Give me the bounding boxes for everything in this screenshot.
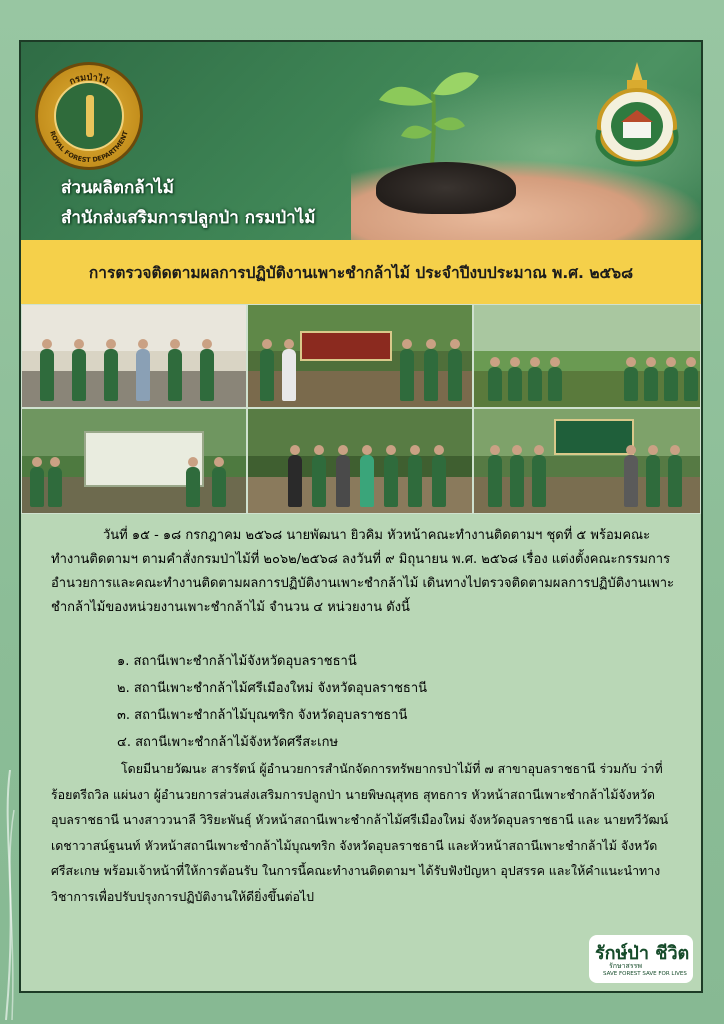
person — [48, 467, 62, 507]
photo-nursery-group — [473, 304, 701, 408]
person — [360, 455, 374, 507]
person — [336, 455, 350, 507]
person — [200, 349, 214, 401]
person — [400, 349, 414, 401]
person — [624, 367, 638, 401]
person — [30, 467, 44, 507]
person — [168, 349, 182, 401]
person — [532, 455, 546, 507]
photo-office-group — [21, 304, 247, 408]
person — [488, 455, 502, 507]
person — [624, 455, 638, 507]
royal-forest-department-logo — [35, 62, 143, 170]
person — [40, 349, 54, 401]
person — [646, 455, 660, 507]
person — [282, 349, 296, 401]
photo-station-sign — [21, 408, 247, 514]
person — [528, 367, 542, 401]
person — [212, 467, 226, 507]
person — [186, 467, 200, 507]
photo-forest-sign-group — [247, 304, 473, 408]
person — [548, 367, 562, 401]
station-sign — [554, 419, 634, 455]
person — [260, 349, 274, 401]
person — [424, 349, 438, 401]
photo-forest-team — [247, 408, 473, 514]
list-item: ๓. สถานีเพาะชำกล้าไม้บุณฑริก จังหวัดอุบลราชธานี — [117, 708, 408, 723]
page-title: การตรวจติดตามผลการปฏิบัติงานเพาะชำกล้าไม้ ประจำปีงบประมาณ พ.ศ. ๒๕๖๘ — [88, 263, 634, 282]
title-bar — [21, 240, 701, 304]
list-item: ๔. สถานีเพาะชำกล้าไม้จังหวัดศรีสะเกษ — [117, 735, 339, 750]
person — [664, 367, 678, 401]
person — [668, 455, 682, 507]
save-forest-logo — [589, 935, 693, 983]
leaf-decoration — [0, 770, 20, 1020]
body-paragraph-1: วันที่ ๑๕ - ๑๘ กรกฎาคม ๒๕๖๘ นายพัฒนา ยิวคิม หัวหน้าคณะทำงานติดตามฯ ชุดที่ ๕ พร้อมคณะทำงานติดตามฯ ตามคำสั่งกรมป่าไม้ที่ ๒๐๖๒/๒๕๖๘ ลงวันที่ ๙ มิถุนายน พ.ศ. ๒๕๖๘ เรื่อง แต่งตั้งคณะกรรมการอำนวยการและคณะทำงานติดตามผลการปฏิบัติงานเพาะชำกล้าไม้ เดินทางไปตรวจติดตามผลการปฏิบัติงานเพาะชำกล้าไม้ของหน่วยงานเพาะชำกล้าไม้ จำนวน ๔ หน่วยงาน ดังนี้ — [51, 528, 675, 615]
station-list — [117, 648, 677, 756]
svg-text:กรมป่าไม้ — [68, 72, 110, 87]
footer-logo-tagline: SAVE FOREST SAVE FOR LIVES — [603, 971, 687, 977]
newsletter-frame — [19, 40, 703, 993]
person — [448, 349, 462, 401]
person — [312, 455, 326, 507]
footer-logo-sub: รักษาสรรพ — [609, 962, 642, 970]
org-name-line1: ส่วนผลิตกล้าไม้ — [61, 178, 174, 198]
person — [644, 367, 658, 401]
body-paragraph-2: โดยมีนายวัฒนะ สารรัตน์ ผู้อำนวยการสำนักจัดการทรัพยากรป่าไม้ที่ ๗ สาขาอุบลราชธานี ร่วมกับ ว่าที่ร้อยตรีถวิล แผ่นงา ผู้อำนวยการส่วนส่งเสริมการปลูกป่า นายพิษณุสุทธ สุทธการ หัวหน้าสถานีเพาะชำกล้าไม้จังหวัดอุบลราชธานี นางสาววนาลี วิริยะพันธุ์ หัวหน้าสถานีเพาะชำกล้าไม้ศรีเมืองใหม่ จังหวัดอุบลราชธานี และ นายทวีวัฒน์ เดชาวาสน์ฐนนท์ หัวหน้าสถานีเพาะชำกล้าไม้บุณฑริก จังหวัดอุบลราชธานี และหัวหน้าสถานีเพาะชำกล้าไม้ จังหวัดศรีสะเกษ พร้อมเจ้าหน้าที่ให้การต้อนรับ ในการนี้คณะทำงานติดตามฯ ได้รับฟังปัญหา อุปสรรค และให้คำแนะนำทางวิชาการเพื่อปรับปรุงการปฏิบัติงานให้ดียิ่งขึ้นต่อไป — [51, 761, 669, 904]
photo-field-station-team — [473, 408, 701, 514]
person — [288, 455, 302, 507]
list-item: ๒. สถานีเพาะชำกล้าไม้ศรีเมืองใหม่ จังหวัดอุบลราชธานี — [117, 681, 428, 696]
person — [684, 367, 698, 401]
svg-text:ROYAL FOREST DEPARTMENT — [48, 129, 130, 164]
list-item: ๑. สถานีเพาะชำกล้าไม้จังหวัดอุบลราชธานี — [117, 654, 357, 669]
soil-image — [376, 162, 516, 214]
photo-collage — [21, 304, 701, 514]
person — [104, 349, 118, 401]
footer-logo-main: รักษ์ป่า ชีวิต — [595, 943, 690, 964]
person — [510, 455, 524, 507]
person — [384, 455, 398, 507]
person — [432, 455, 446, 507]
header-banner — [21, 42, 701, 240]
person — [408, 455, 422, 507]
person — [488, 367, 502, 401]
org-name-line2: สำนักส่งเสริมการปลูกป่า กรมป่าไม้ — [61, 208, 316, 228]
person — [508, 367, 522, 401]
logo-thai-text: กรมป่าไม้ — [68, 72, 110, 88]
royal-seal-emblem — [593, 60, 681, 168]
logo-english-text: ROYAL FOREST DEPARTMENT — [48, 129, 130, 165]
person — [136, 349, 150, 401]
station-sign — [300, 331, 392, 361]
person — [72, 349, 86, 401]
